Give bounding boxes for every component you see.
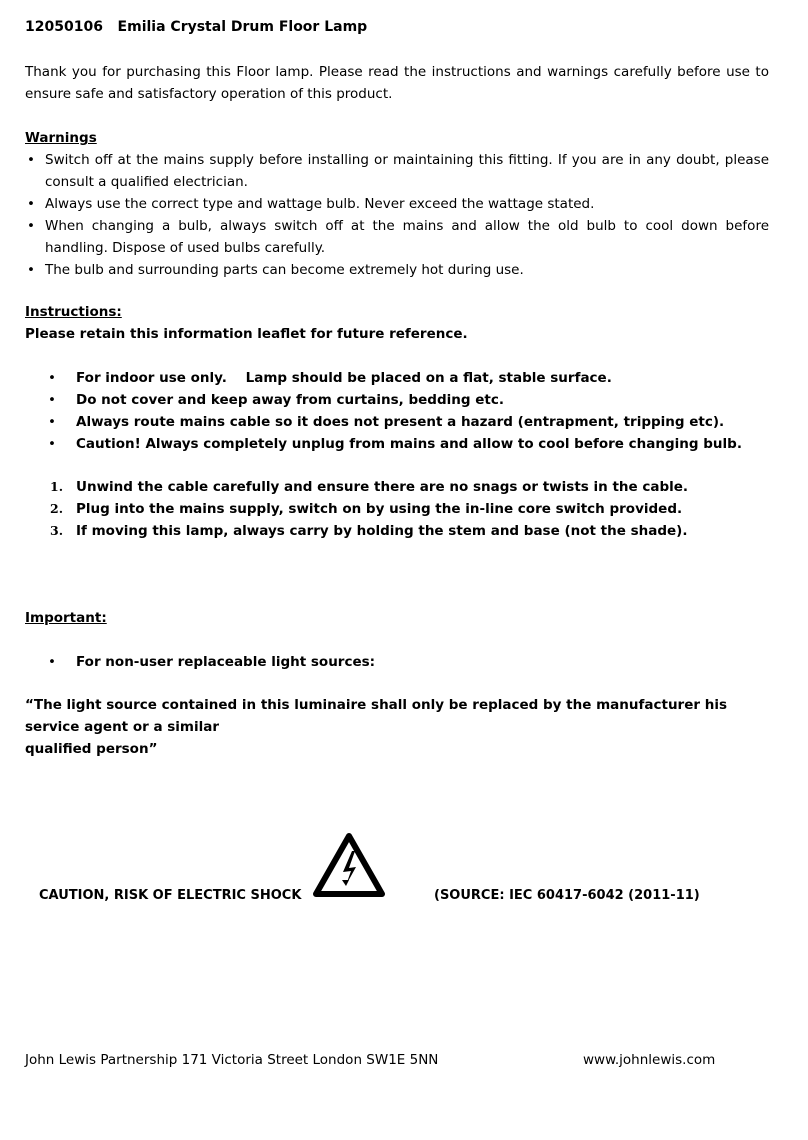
instructions-steps-list <box>25 476 769 542</box>
instruction-bullet <box>25 367 769 389</box>
instruction-step <box>25 476 769 498</box>
warning-item: • The bulb and surrounding parts can become extremely hot during use. <box>25 259 769 281</box>
important-bullet <box>25 651 769 673</box>
retain-notice: Please retain this information leaflet for future reference. <box>25 326 468 342</box>
warning-item: • Always use the correct type and wattage bulb. Never exceed the wattage stated. <box>25 193 769 215</box>
important-heading: Important: <box>25 610 107 626</box>
instruction-bullet-text: For indoor use only. Lamp should be placed on a flat, stable surface. <box>76 370 612 386</box>
intro-paragraph: Thank you for purchasing this Floor lamp. Please read the instructions and warnings carefully before use to ensure safe and satisfactory operation of this product. <box>25 64 769 102</box>
step-text: If moving this lamp, always carry by holding the stem and base (not the shade). <box>76 523 688 539</box>
important-bullet-text: For non-user replaceable light sources: <box>76 654 376 670</box>
step-text: Unwind the cable carefully and ensure there are no snags or twists in the cable. <box>76 479 689 495</box>
step-number: 1. <box>50 479 64 494</box>
instruction-step <box>25 498 769 520</box>
warnings-heading: Warnings <box>25 130 97 146</box>
bullet-marker: • <box>48 370 56 386</box>
replacement-quote <box>25 694 769 760</box>
warnings-list <box>25 149 769 281</box>
bullet-marker: • <box>48 414 56 430</box>
step-text: Plug into the mains supply, switch on by using the in-line core switch provided. <box>76 501 683 517</box>
instruction-bullet <box>25 433 769 455</box>
bullet-marker: • <box>48 654 56 670</box>
electric-shock-warning-icon <box>311 830 387 904</box>
caution-label: CAUTION, RISK OF ELECTRIC SHOCK <box>39 888 302 903</box>
instructions-heading: Instructions: <box>25 304 122 320</box>
step-number: 3. <box>50 523 64 538</box>
instruction-step <box>25 520 769 542</box>
instructions-bullet-list <box>25 367 769 455</box>
bullet-marker: • <box>48 436 56 452</box>
instruction-bullet-text: Do not cover and keep away from curtains, bedding etc. <box>76 392 504 408</box>
step-number: 2. <box>50 501 64 516</box>
footer-address: John Lewis Partnership 171 Victoria Street London SW1E 5NN <box>25 1052 439 1068</box>
iec-source-reference: (SOURCE: IEC 60417-6042 (2011-11) <box>434 888 700 903</box>
instruction-bullet <box>25 389 769 411</box>
warning-item: • Switch off at the mains supply before installing or maintaining this fitting. If you are in any doubt, please consult a qualified electrician. <box>25 149 769 193</box>
quote-line: qualified person” <box>25 741 158 757</box>
bullet-marker: • <box>48 392 56 408</box>
instruction-bullet-text: Caution! Always completely unplug from mains and allow to cool before changing bulb. <box>76 436 742 452</box>
instruction-bullet <box>25 411 769 433</box>
important-bullet-list <box>25 651 769 673</box>
instruction-bullet-text: Always route mains cable so it does not present a hazard (entrapment, tripping etc). <box>76 414 725 430</box>
page-title: 12050106 Emilia Crystal Drum Floor Lamp <box>25 19 368 35</box>
warning-item: • When changing a bulb, always switch off at the mains and allow the old bulb to cool down before handling. Dispose of used bulbs carefully. <box>25 215 769 259</box>
footer-website[interactable]: www.johnlewis.com <box>583 1052 716 1068</box>
quote-line: “The light source contained in this luminaire shall only be replaced by the manufacturer his service agent or a similar <box>25 697 727 735</box>
